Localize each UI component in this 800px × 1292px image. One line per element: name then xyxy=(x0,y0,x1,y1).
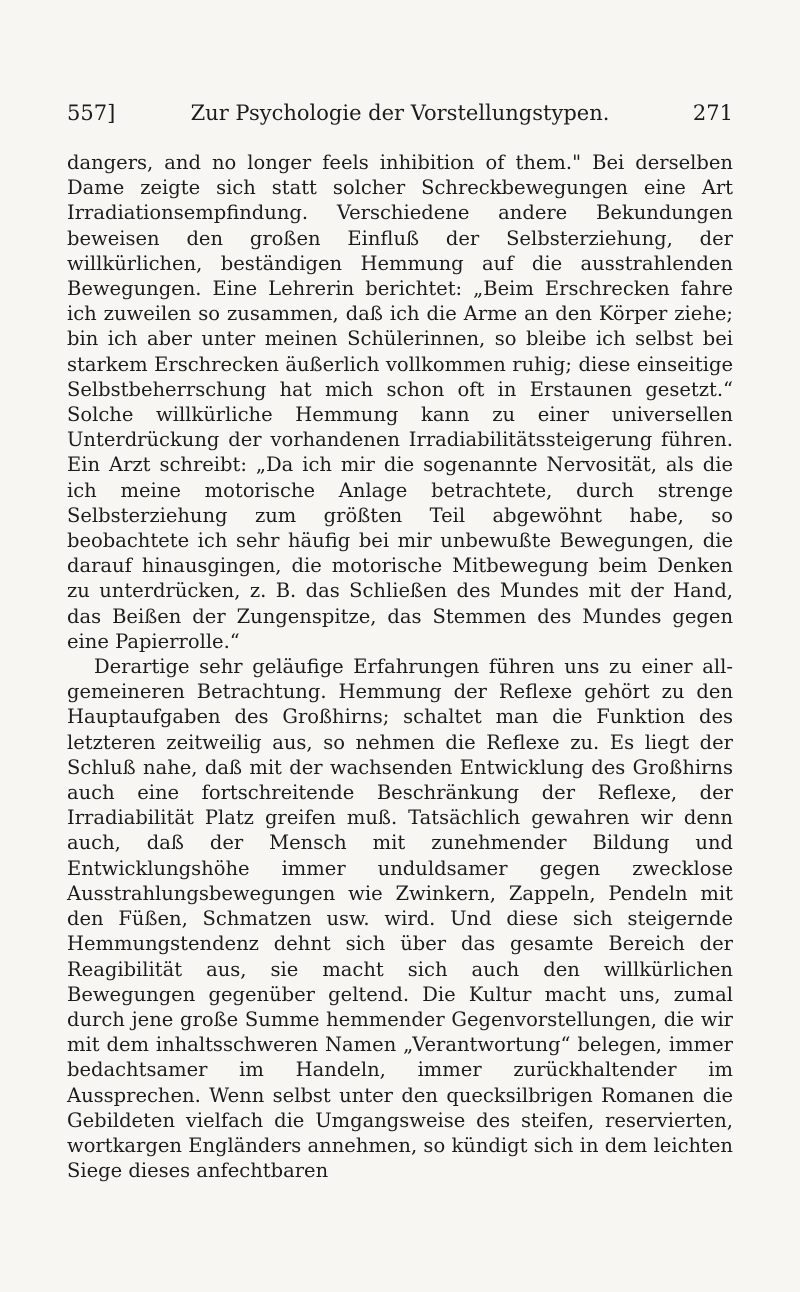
running-header xyxy=(67,96,733,130)
page-reference: 557] xyxy=(67,101,116,125)
running-title: Zur Psychologie der Vorstellungstypen. xyxy=(190,101,610,125)
body-text xyxy=(67,150,733,1183)
book-page xyxy=(67,96,733,1183)
page-number: 271 xyxy=(692,101,733,125)
paragraph-1: dangers, and no longer feels inhibition of them." Bei derselben Dame zeigte sich statt solcher Schreckbewegungen eine Art Irradiationsempfindung. Verschiedene andere Bekundungen beweisen den großen Einfluß der Selbsterziehung, der willkürlichen, beständigen Hemmung auf die ausstrahlenden Bewegungen. Eine Lehrerin berichtet: „Beim Erschrecken fahre ich zuweilen so zusammen, daß ich die Arme an den Körper ziehe; bin ich aber unter meinen Schülerinnen, so bleibe ich selbst bei starkem Erschrecken äußerlich vollkommen ruhig; diese einseitige Selbstbeherrschung hat mich schon oft in Erstaunen gesetzt.“ Solche willkürliche Hemmung kann zu einer universellen Unterdrückung der vorhandenen Irradiabilitätssteigerung führen. Ein Arzt schreibt: „Da ich mir die sogenannte Nervosität, als die ich meine motorische Anlage betrachtete, durch strenge Selbsterziehung zum größten Teil abgewöhnt habe, so beobachtete ich sehr häufig bei mir unbewußte Bewegungen, die darauf hinausgingen, die motorische Mitbewegung beim Denken zu unterdrücken, z. B. das Schließen des Mundes mit der Hand, das Beißen der Zungenspitze, das Stemmen des Mundes gegen eine Papierrolle.“ xyxy=(67,151,733,653)
paragraph-2: Derartige sehr geläufige Erfahrungen führen uns zu einer allgemeineren Betrachtung. Hemmung der Reflexe gehört zu den Hauptaufgaben des Großhirns; schaltet man die Funktion des letzteren zeitweilig aus, so nehmen die Reflexe zu. Es liegt der Schluß nahe, daß mit der wachsenden Entwicklung des Großhirns auch eine fortschreitende Beschränkung der Reflexe, der Irradiabilität Platz greifen muß. Tatsächlich gewahren wir denn auch, daß der Mensch mit zunehmender Bildung und Entwicklungshöhe immer unduldsamer gegen zwecklose Ausstrahlungsbewegungen wie Zwinkern, Zappeln, Pendeln mit den Füßen, Schmatzen usw. wird. Und diese sich steigernde Hemmungstendenz dehnt sich über das gesamte Bereich der Reagibilität aus, sie macht sich auch den willkürlichen Bewegungen gegenüber geltend. Die Kultur macht uns, zumal durch jene große Summe hemmender Gegenvorstellungen, die wir mit dem inhaltsschweren Namen „Verantwortung“ belegen, immer bedachtsamer im Handeln, immer zurückhaltender im Aussprechen. Wenn selbst unter den quecksilbrigen Romanen die Gebildeten vielfach die Umgangsweise des steifen, reservierten, wortkargen Engländers annehmen, so kündigt sich in dem leichten Siege dieses anfechtbaren xyxy=(67,655,733,1183)
